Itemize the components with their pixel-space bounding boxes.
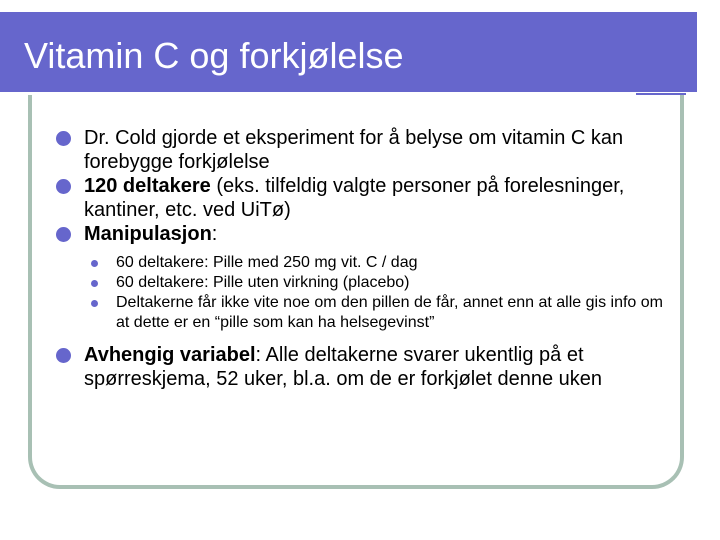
slide-body [56,126,676,391]
bullet-2-label: 120 deltakere [84,175,211,197]
sub-bullet-1 [56,253,676,273]
bullet-2-text: (eks. tilfeldig valgte personer på forelesninger, kantiner, etc. ved UiTø) [84,175,625,221]
bullet-3-label: Manipulasjon [84,223,212,245]
title-area [0,0,720,104]
sub-bullet-dot-icon [91,260,98,267]
bullet-dot-icon [56,348,71,363]
slide-title: Vitamin C og forkjølelse [24,35,404,76]
bullet-3 [56,222,676,246]
sub-bullet-1-text: 60 deltakere: Pille med 250 mg vit. C / dag [116,254,418,271]
bullet-4-label: Avhengig variabel [84,344,256,366]
bullet-1 [56,126,676,174]
sub-bullet-3-text: Deltakerne får ikke vite noe om den pillen de får, annet enn at alle gis info om at dette er en “pille som kan ha helsegevinst” [116,294,663,331]
sub-bullet-2-text: 60 deltakere: Pille uten virkning (placebo) [116,274,410,291]
sub-bullet-dot-icon [91,280,98,287]
bullet-dot-icon [56,227,71,242]
bullet-4 [56,343,676,391]
sub-bullet-3 [56,293,676,333]
bullet-2 [56,174,676,222]
bullet-dot-icon [56,131,71,146]
sub-bullet-dot-icon [91,300,98,307]
bullet-4-text: : Alle deltakerne svarer ukentlig på et spørreskjema, 52 uker, bl.a. om de er forkjølet denne uken [84,344,603,390]
sub-bullet-2 [56,273,676,293]
bullet-3-text: : [211,223,218,245]
bullet-1-text: Dr. Cold gjorde et eksperiment for å belyse om vitamin C kan forebygge forkjølelse [84,127,624,173]
bullet-dot-icon [56,179,71,194]
